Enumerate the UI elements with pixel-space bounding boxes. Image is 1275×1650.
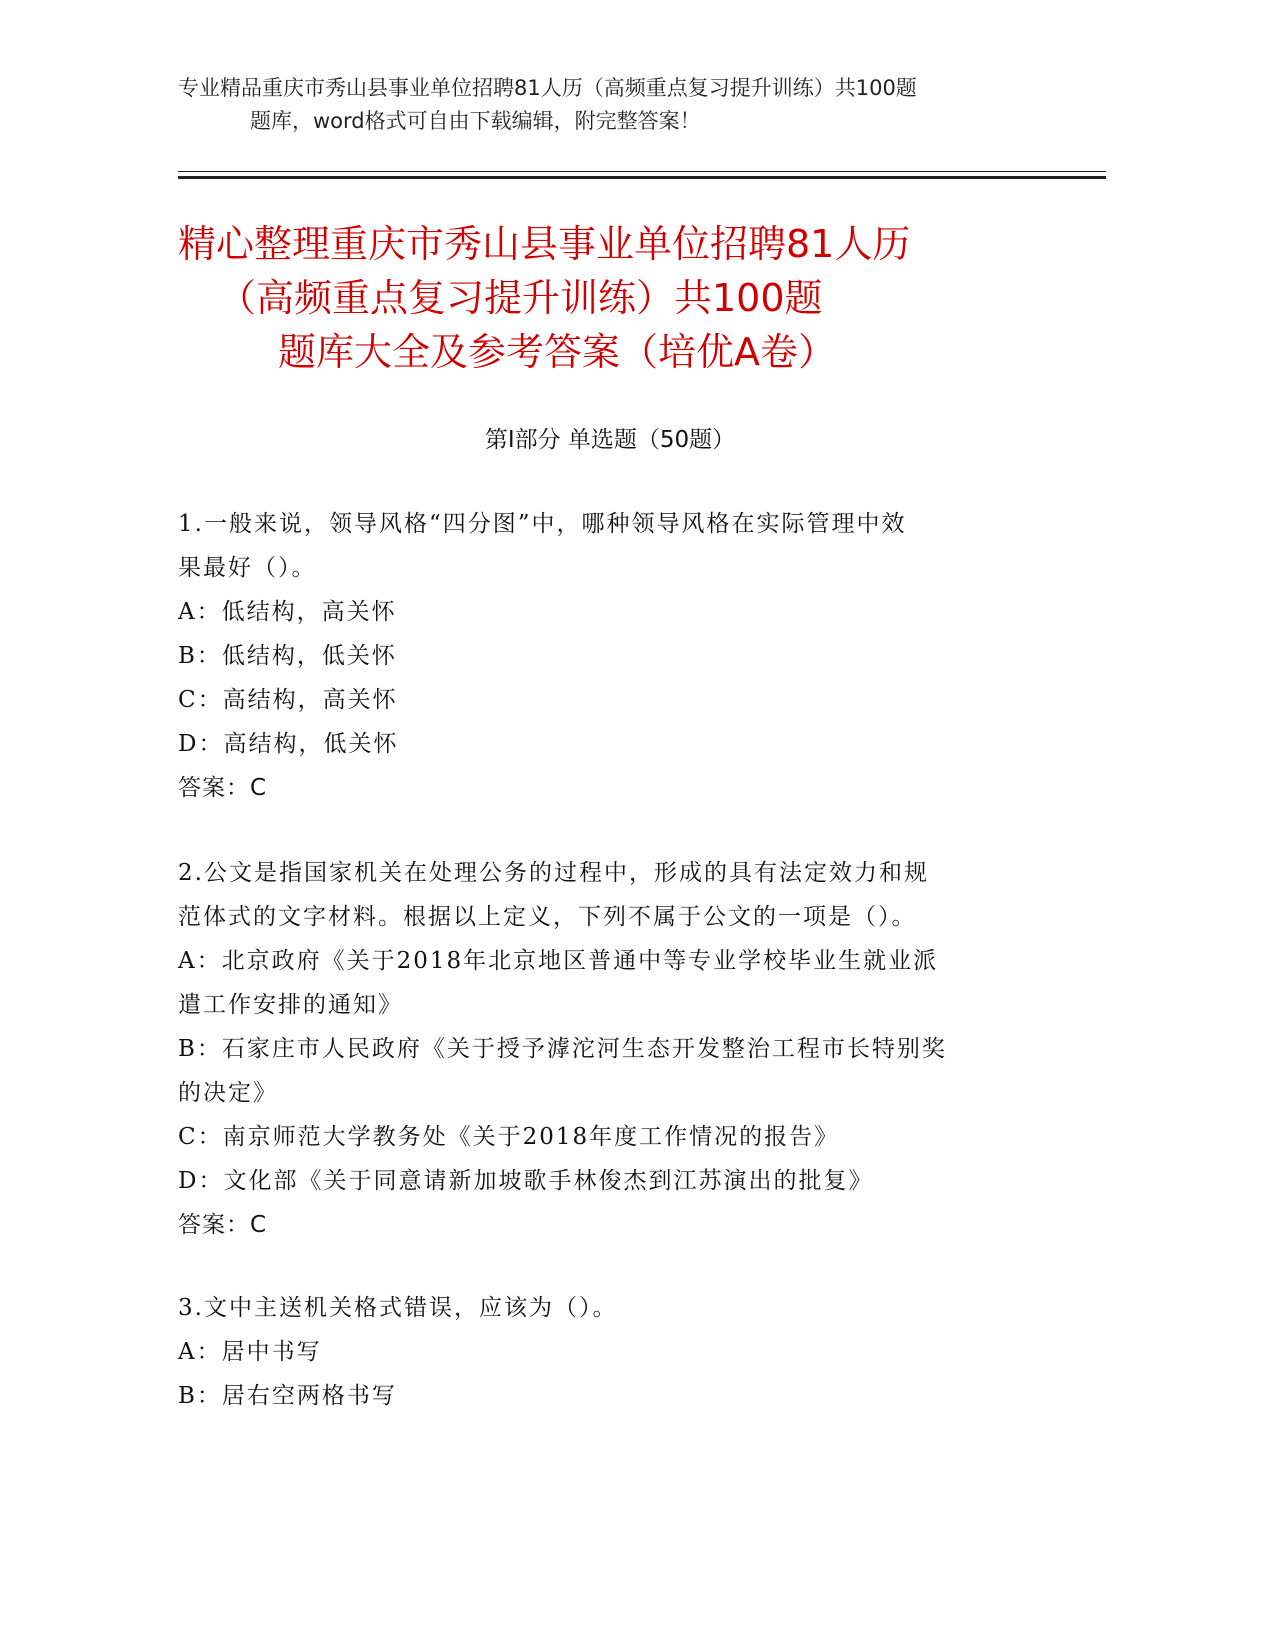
option-d: D：高结构，低关怀 (178, 731, 399, 757)
question-stem-line: 3.文中主送机关格式错误，应该为（）。 (178, 1295, 618, 1321)
answer-line: 答案：C (178, 1212, 268, 1238)
question-2 (178, 851, 1038, 1247)
document-title (178, 217, 1078, 379)
option-a: A：居中书写 (178, 1339, 322, 1365)
option-d: D：文化部《关于同意请新加坡歌手林俊杰到江苏演出的批复》 (178, 1168, 874, 1194)
answer-line: 答案：C (178, 775, 268, 801)
document-title-line-3: 题库大全及参考答案（培优A卷） (278, 330, 836, 374)
document-title-line-1: 精心整理重庆市秀山县事业单位招聘81人历 (178, 222, 911, 266)
question-3 (178, 1286, 1038, 1418)
question-stem-line: 果最好（）。 (178, 555, 317, 581)
option-b: B：居右空两格书写 (178, 1383, 397, 1409)
option-a: A：低结构，高关怀 (178, 599, 397, 625)
option-b: B：低结构，低关怀 (178, 643, 397, 669)
header-note-line-2: 题库，word格式可自由下载编辑，附完整答案！ (250, 109, 701, 133)
header-note (178, 72, 1058, 138)
option-a: A：北京政府《关于2018年北京地区普通中等专业学校毕业生就业派 (178, 948, 939, 974)
document-title-line-2: （高频重点复习提升训练）共100题 (218, 276, 823, 320)
option-a-continued: 遣工作安排的通知》 (178, 992, 403, 1018)
section-heading: 第Ⅰ部分 单选题（50题） (484, 427, 736, 453)
question-1 (178, 502, 1038, 810)
question-stem-line: 范体式的文字材料。根据以上定义，下列不属于公文的一项是（）。 (178, 904, 917, 930)
option-b: B：石家庄市人民政府《关于授予滹沱河生态开发整治工程市长特别奖 (178, 1036, 947, 1062)
header-note-line-1: 专业精品重庆市秀山县事业单位招聘81人历（高频重点复习提升训练）共100题 (178, 76, 917, 100)
header-divider-thin (178, 171, 1106, 172)
question-stem-line: 1.一般来说，领导风格“四分图”中，哪种领导风格在实际管理中效 (178, 511, 907, 537)
option-c: C：高结构，高关怀 (178, 687, 398, 713)
option-b-continued: 的决定》 (178, 1080, 278, 1106)
question-stem-line: 2.公文是指国家机关在处理公务的过程中，形成的具有法定效力和规 (178, 860, 929, 886)
header-divider-thick (178, 176, 1106, 179)
option-c: C：南京师范大学教务处《关于2018年度工作情况的报告》 (178, 1124, 840, 1150)
